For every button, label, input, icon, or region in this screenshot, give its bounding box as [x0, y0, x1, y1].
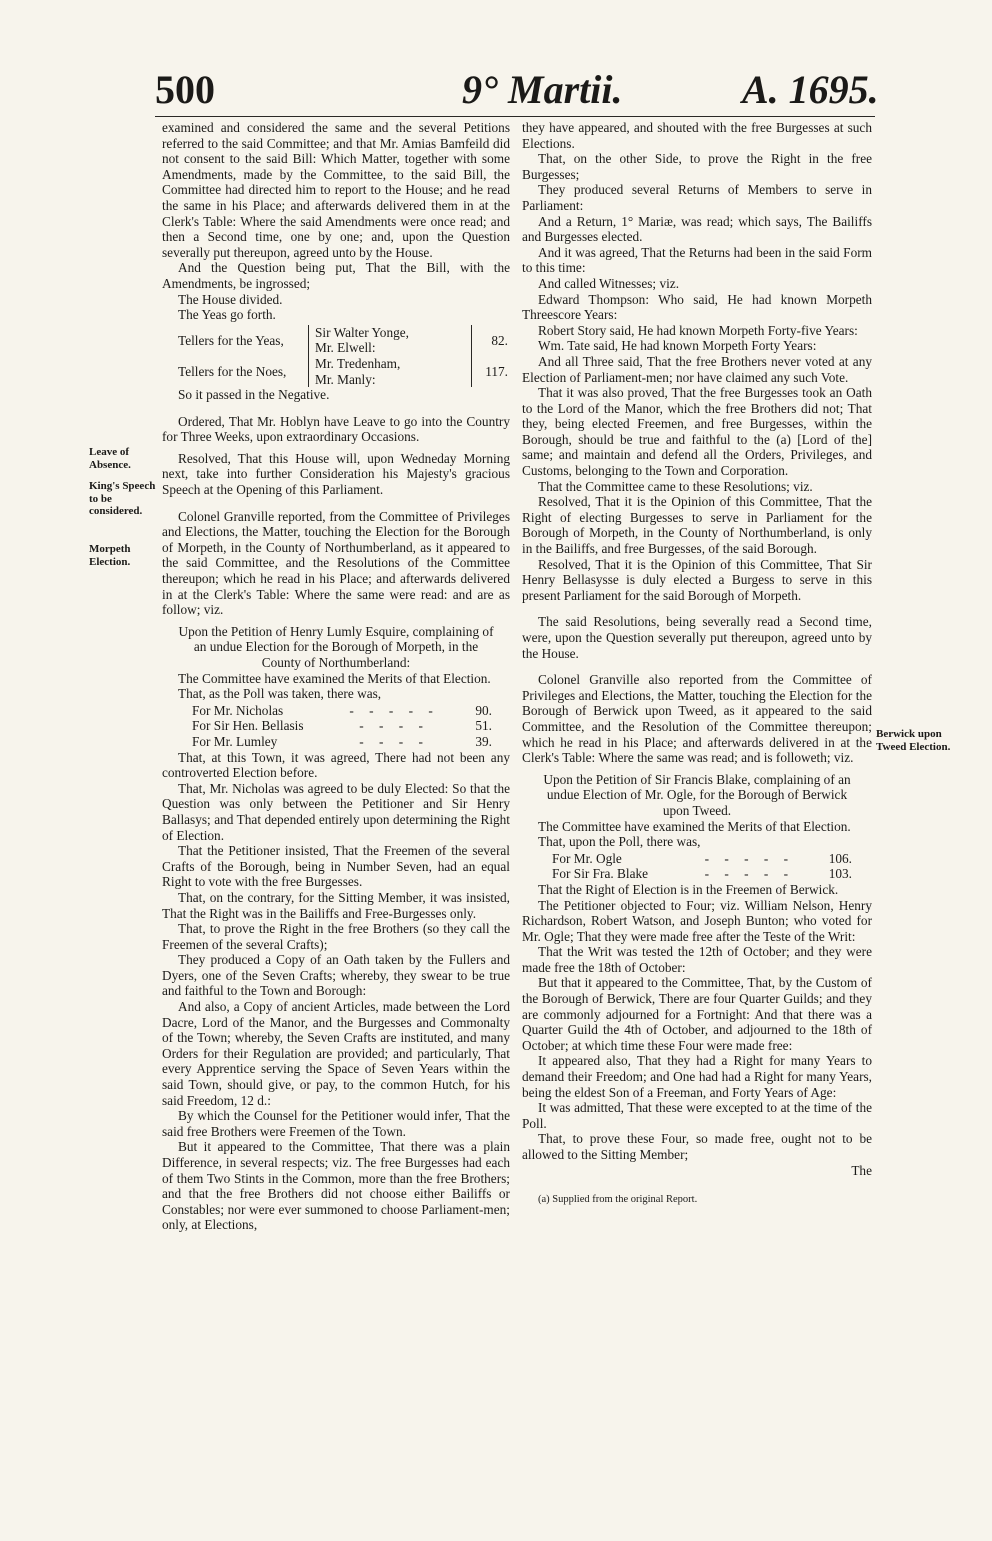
paragraph: But it appeared to the Committee, That there was a plain Difference, in several respects; viz. The free Burgesses had each of them Two Stints in the Common, more than the free Brothers; and that the free Brothers did not choose either Bailiffs or Constables; nor were ever summoned to choose Parliament-men; only, at Elections, — [162, 1139, 510, 1233]
paragraph: So it passed in the Negative. — [178, 387, 330, 403]
paragraph: Robert Story said, He had known Morpeth Forty-five Years: — [538, 322, 858, 338]
paragraph: Resolved, That it is the Opinion of this Committee, That the Right of electing Burgesses to serve in Parliament for the Borough of Morpeth, in the County of Northumberland, is only in the Bailiffs, and free Burgesses, of the said Borough. — [522, 494, 872, 557]
tellers-yeas-label: Tellers for the Yeas, — [178, 332, 284, 348]
paragraph: That, to prove these Four, so made free, ought not to be allowed to the Sitting Member; — [522, 1131, 872, 1162]
poll-value: 106. — [828, 850, 852, 866]
paragraph: And it was agreed, That the Returns had been in the said Form to this time: — [522, 244, 872, 276]
paragraph: They produced several Returns of Members to serve in Parliament: — [522, 182, 872, 213]
paragraph-leave: Ordered, That Mr. Hoblyn have Leave to go into the Country for Three Weeks, upon extraordinary Occasions. — [162, 413, 510, 445]
paragraph: And also, a Copy of ancient Articles, made between the Lord Dacre, Lord of the Manor, and the Burgesses and Commonalty of the Town; whereby, the Seven Crafts are instituted, and many Orders for their Regulation are provided; and particularly, That every Apprentice serving the Space of Seven Years within the said Town, should give, or pay, to the common Hutch, for his said Freedom, 12 d.: — [162, 999, 510, 1108]
paragraph: That the Right of Election is in the Freemen of Berwick. — [538, 881, 839, 897]
footnote: (a) Supplied from the original Report. — [538, 1194, 698, 1206]
header-rule — [155, 116, 875, 117]
page-number: 500 — [155, 67, 215, 112]
teller-name: Sir Walter Yonge, — [315, 324, 409, 340]
paragraph: The Committee have examined the Merits of that Election. — [538, 818, 851, 834]
paragraph: That, to prove the Right in the free Brothers (so they call the Freemen of the several Crafts); — [162, 921, 510, 952]
paragraph: And called Witnesses; viz. — [538, 275, 680, 291]
tellers-table — [178, 325, 508, 387]
paragraph: they have appeared, and shouted with the free Burgesses at such Elections. — [522, 120, 872, 151]
left-column — [162, 120, 510, 1233]
teller-name: Mr. Tredenham, — [315, 355, 401, 371]
paragraph: Wm. Tate said, He had known Morpeth Forty Years: — [538, 338, 817, 354]
paragraph: It appeared also, That they had a Right for many Years to demand their Freedom; and One had had a Right for many Years, being the eldest Son of a Freeman, and Forty Years of Age: — [522, 1053, 872, 1100]
page-year: A. 1695. — [742, 67, 879, 112]
paragraph: The House divided. — [178, 291, 283, 307]
paragraph: That it was also proved, That the free Burgesses took an Oath to the Lord of the Manor, which the free Brothers did not; That they, being elected Freemen, and free Burgesses, within the Borough, should be true and faithful to the (a) [Lord of the] same; and maintain and defend all the Orders, Privileges, and Customs, belonging to the Town and Corporation. — [522, 385, 872, 479]
tellers-noes-label: Tellers for the Noes, — [178, 363, 287, 379]
paragraph: It was admitted, That these were excepted to at the time of the Poll. — [522, 1100, 872, 1131]
poll-row — [192, 734, 492, 750]
poll-name: For Mr. Nicholas — [192, 702, 284, 718]
poll-table-morpeth — [192, 703, 492, 750]
tellers-noes-count: 117. — [485, 363, 508, 379]
paragraph: That, as the Poll was taken, there was, — [178, 686, 382, 702]
paragraph: That, on the contrary, for the Sitting Member, it was insisted, That the Right was in the Bailiffs and Free-Burgesses only. — [162, 889, 510, 921]
poll-row — [552, 866, 852, 882]
tellers-noes-names — [309, 356, 472, 387]
paragraph-petition: Upon the Petition of Sir Francis Blake, complaining of an undue Election of Mr. Ogle, for the Borough of Berwick upon Tweed. — [543, 771, 851, 818]
margin-note-berwick: Berwick upon Tweed Election. — [876, 728, 951, 753]
margin-note-morpeth: Morpeth Election. — [89, 543, 131, 568]
catchword: The — [851, 1162, 872, 1178]
poll-value: 39. — [475, 733, 492, 749]
poll-name: For Mr. Lumley — [192, 733, 278, 749]
page-date: 9° Martii. — [462, 67, 623, 112]
paragraph: That the Writ was tested the 12th of October; and they were made free the 18th of October: — [522, 944, 872, 975]
tellers-yeas-names — [309, 325, 472, 356]
poll-row — [192, 703, 492, 719]
teller-name: Mr. Elwell: — [315, 340, 376, 356]
poll-dashes: - - - - - — [349, 702, 439, 718]
margin-note-leave: Leave of Absence. — [89, 446, 131, 471]
paragraph-petition: Upon the Petition of Henry Lumly Esquire, complaining of an undue Election for the Borough of Morpeth, in the County of Northumberland: — [178, 623, 494, 670]
poll-name: For Mr. Ogle — [552, 850, 622, 866]
paragraph: The Committee have examined the Merits of that Election. — [178, 670, 491, 686]
paragraph: That, Mr. Nicholas was agreed to be duly Elected: So that the Question was only between the Petitioner and Sir Henry Ballasys; and That depended entirely upon determining the Right of Election. — [162, 780, 510, 843]
paragraph: And all Three said, That the free Brothers never voted at any Election of Parliament-men; nor have claimed any such Vote. — [522, 353, 872, 385]
poll-dashes: - - - - — [359, 718, 429, 734]
paragraph: And the Question being put, That the Bill, with the Amendments, be ingrossed; — [162, 260, 510, 291]
paragraph-speech: Resolved, That this House will, upon Wedneday Morning next, take into further Consideration his Majesty's gracious Speech at the Opening of this Parliament. — [162, 450, 510, 498]
right-column — [522, 120, 872, 1208]
paragraph: That the Petitioner insisted, That the Freemen of the several Crafts of the Borough, being in Number Seven, had an equal Right to vote with the free Burgesses. — [162, 843, 510, 890]
paragraph: That the Committee came to these Resolutions; viz. — [538, 478, 813, 494]
poll-name: For Sir Hen. Bellasis — [192, 718, 304, 734]
teller-name: Mr. Manly: — [315, 371, 376, 387]
paragraph: examined and considered the same and the several Petitions referred to the said Committee; and that Mr. Amias Bamfeild did not consent to the said Bill: Which Matter, together with some Amendments, made by the Committee, to the said Bill, the Committee had directed him to report to the House; and he read the same in his Place; and afterwards delivered them in at the Clerk's Table: Where the said Amendments were once read; and then a Second time, one by one; and, upon the Question severally put thereupon, agreed unto by the House. — [162, 120, 510, 260]
poll-dashes: - - - - - — [704, 850, 795, 866]
paragraph: The Petitioner objected to Four; viz. William Nelson, Henry Richardson, Robert Watson, and Joseph Bunton; who voted for Mr. Ogle; That they were made free after the Teste of the Writ: — [522, 897, 872, 944]
poll-name: For Sir Fra. Blake — [552, 866, 649, 882]
tellers-yeas-row — [178, 325, 508, 356]
tellers-yeas-count: 82. — [491, 332, 508, 348]
paragraph: They produced a Copy of an Oath taken by the Fullers and Dyers, one of the Seven Crafts; whereby, they swear to be true and faithful to the Town and Borough: — [162, 952, 510, 999]
paragraph: That, at this Town, it was agreed, There had not been any controverted Election before. — [162, 749, 510, 781]
paragraph: Edward Thompson: Who said, He had known Morpeth Threescore Years: — [522, 291, 872, 323]
margin-note-speech: King's Speech to be considered. — [89, 480, 156, 517]
poll-row — [552, 851, 852, 867]
paragraph: But that it appeared to the Committee, That, by the Custom of the Borough of Berwick, There are four Quarter Guilds; and they are commonly adjourned for a Fortnight: And that there was a Quarter Guild the 4th of October, and adjourned to the 18th of October; at which time these Four were made free: — [522, 975, 872, 1053]
paragraph-morpeth-report: Colonel Granville reported, from the Committee of Privileges and Elections, the Matter, touching the Election for the Borough of Morpeth, in the County of Northumberland, as it appeared to the said Committee, and the Resolutions of the Committee thereupon; which he read in his Place; and afterwards delivered in at the Clerk's Table: Where the same were read: and are as follow; viz. — [162, 508, 510, 618]
poll-dashes: - - - - - — [704, 866, 795, 882]
poll-row — [192, 718, 492, 734]
paragraph: Resolved, That it is the Opinion of this Committee, That Sir Henry Bellasysse is duly elected a Burgess to serve in this present Parliament for the said Borough of Morpeth. — [522, 556, 872, 603]
poll-value: 90. — [475, 702, 492, 718]
poll-table-berwick — [552, 851, 852, 882]
tellers-noes-row — [178, 356, 508, 387]
paragraph: That, on the other Side, to prove the Right in the free Burgesses; — [522, 151, 872, 182]
paragraph: The Yeas go forth. — [178, 307, 276, 323]
poll-dashes: - - - - — [359, 733, 429, 749]
poll-value: 51. — [475, 718, 492, 734]
poll-value: 103. — [828, 866, 852, 882]
paragraph: By which the Counsel for the Petitioner would infer, That the said free Brothers were Freemen of the Town. — [162, 1108, 510, 1139]
paragraph: The said Resolutions, being severally read a Second time, were, upon the Question severally put thereupon, agreed unto by the House. — [522, 614, 872, 661]
paragraph-berwick-report: Colonel Granville also reported from the Committee of Privileges and Elections, the Matter, touching the Election for the Borough of Berwick upon Tweed, as it appeared to the said Committee, and the Resolution of the Committee thereupon; which he read in his Place; and afterwards delivered in at the Clerk's Table: Where the same was read; and is followeth; viz. — [522, 672, 872, 766]
paragraph: And a Return, 1° Mariæ, was read; which says, The Bailiffs and Burgesses elected. — [522, 213, 872, 245]
paragraph: That, upon the Poll, there was, — [538, 834, 701, 850]
